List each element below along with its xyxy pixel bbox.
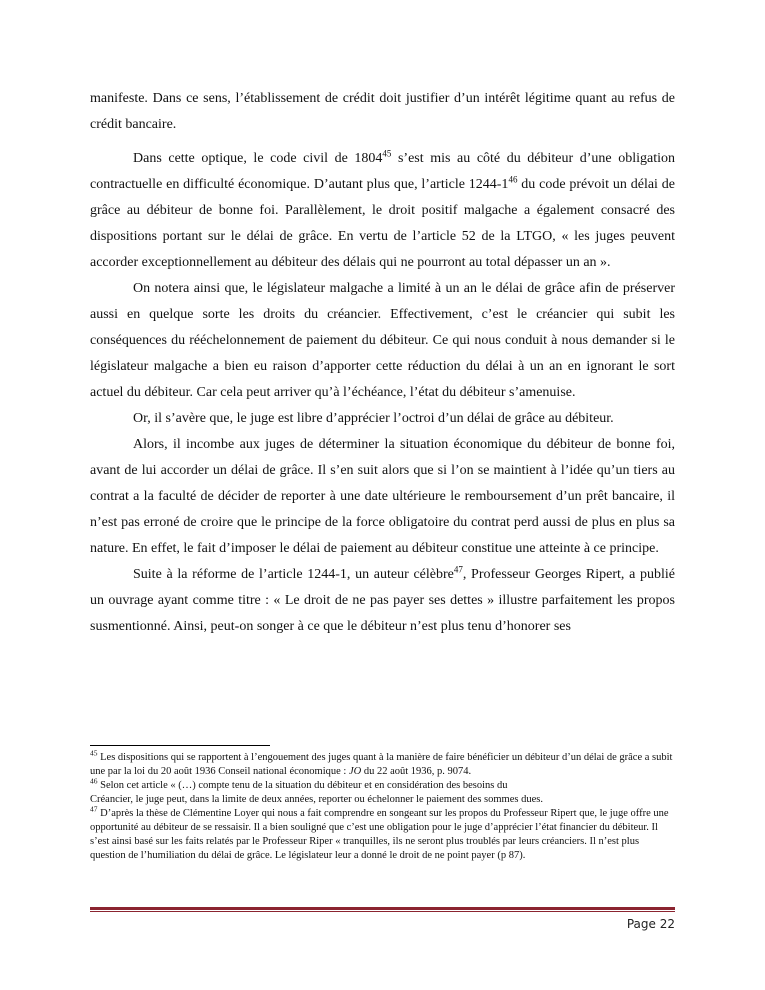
paragraph-5: Alors, il incombe aux juges de déterminer la situation économique du débiteur de bonne foi, avant de lui accorder un délai de grâce. Il s’en suit alors que si l’on se maintient à l’idée qu’un tiers au contrat a la faculté de décider de reporter à une date ultérieure le remboursement d’un prêt bancaire, il n’est pas erroné de croire que le principe de la force obligatoire du contrat perd aussi de plus en plus sa nature. En effet, le fait d’imposer le délai de paiement au débiteur constitue une atteinte à ce principe.: [90, 437, 675, 556]
footnote-45: [90, 748, 675, 779]
paragraph-2-text-c: du code prévoit un délai de grâce au débiteur de bonne foi. Parallèlement, le droit positif malgache a également consacré des dispositions portant sur le délai de grâce. En vertu de l’article 52 de la LTGO, « les juges peuvent accorder exceptionnellement au débiteur des délais qui ne pourront au total dépasser un an ».: [90, 177, 675, 270]
paragraph-4: Or, il s’avère que, le juge est libre d’apprécier l’octroi d’un délai de grâce au débiteur.: [133, 411, 614, 426]
footnote-46-text-a: Selon cet article « (…) compte tenu de la situation du débiteur et en considération des besoins du: [97, 780, 508, 791]
paragraph-6-text-a: Suite à la réforme de l’article 1244-1, un auteur célèbre: [133, 567, 454, 582]
footnote-ref-47: 47: [453, 564, 463, 575]
paragraph-6-text-b: , Professeur Georges Ripert, a publié un ouvrage ayant comme titre : « Le droit de ne pas payer ses dettes » illustre parfaitement les propos susmentionné. Ainsi, peut-on songer à ce que le débiteur n’est plus tenu d’honorer ses: [90, 567, 675, 634]
footnote-46-text-b: Créancier, le juge peut, dans la limite de deux années, reporter ou échelonner le paiement des sommes dues.: [90, 794, 543, 805]
footnote-ref-45: 45: [382, 148, 392, 159]
footnote-46: [90, 776, 675, 807]
footnote-47-number: 47: [90, 804, 98, 814]
page-number: Page 22: [626, 917, 675, 931]
body-text: [90, 86, 675, 640]
footnote-ref-46: 46: [508, 174, 518, 185]
paragraph-2-text-b: s’est mis au côté du débiteur d’une obligation contractuelle en difficulté économique. D’autant plus que, l’article 1244-1: [90, 151, 675, 192]
footnote-47-text: D’après la thèse de Clémentine Loyer qui nous a fait comprendre en songeant sur les propos du Professeur Ripert que, le juge offre une opportunité au débiteur de se ressaisir. Il a bien souligné que c’est une obligation pour le juge d’apprécier l’état financier du débiteur. Il s’est ainsi basé sur les faits relatés par le Professeur Riper « tranquilles, ils ne seront plus troublés par leurs créanciers. Il n’est plus question de l’humiliation du délai de grâce. Le législateur leur a donné le droit de ne point payer (p 87).: [90, 808, 669, 861]
footer-rule-thick: [90, 907, 675, 910]
paragraph-1: manifeste. Dans ce sens, l’établissement de crédit doit justifier d’un intérêt légitime quant au refus de crédit bancaire.: [90, 91, 675, 132]
footnote-45-text-b: du 22 août 1936, p. 9074.: [361, 766, 472, 777]
paragraph-3: On notera ainsi que, le législateur malgache a limité à un an le délai de grâce afin de préserver aussi en quelque sorte les droits du créancier. Effectivement, c’est le créancier qui subit les conséquences du rééchelonnement de paiement du débiteur. Ce qui nous conduit à nous demander si le législateur malgache a bien eu raison d’apporter cette réduction du délai à un an en ignorant le sort actuel du débiteur. Car cela peut arriver qu’à l’échéance, l’état du débiteur s’amenuise.: [90, 281, 675, 400]
footnote-45-jo: JO: [348, 766, 362, 777]
footnote-separator: [90, 745, 270, 746]
footnote-46-number: 46: [90, 776, 98, 786]
paragraph-6: [90, 562, 675, 640]
footnote-45-text-a: Les dispositions qui se rapportent à l’engouement des juges quant à la manière de faire bénéficier un débiteur d’un délai de grâce a subit une par la loi du 20 août 1936 Conseil national économique :: [90, 752, 673, 777]
footnote-45-number: 45: [90, 748, 98, 758]
footer-rule-thin: [90, 911, 675, 912]
footnotes: [90, 748, 675, 863]
paragraph-2: [90, 146, 675, 276]
paragraph-2-text-a: Dans cette optique, le code civil de 1804: [133, 151, 383, 166]
footnote-47: [90, 804, 675, 863]
